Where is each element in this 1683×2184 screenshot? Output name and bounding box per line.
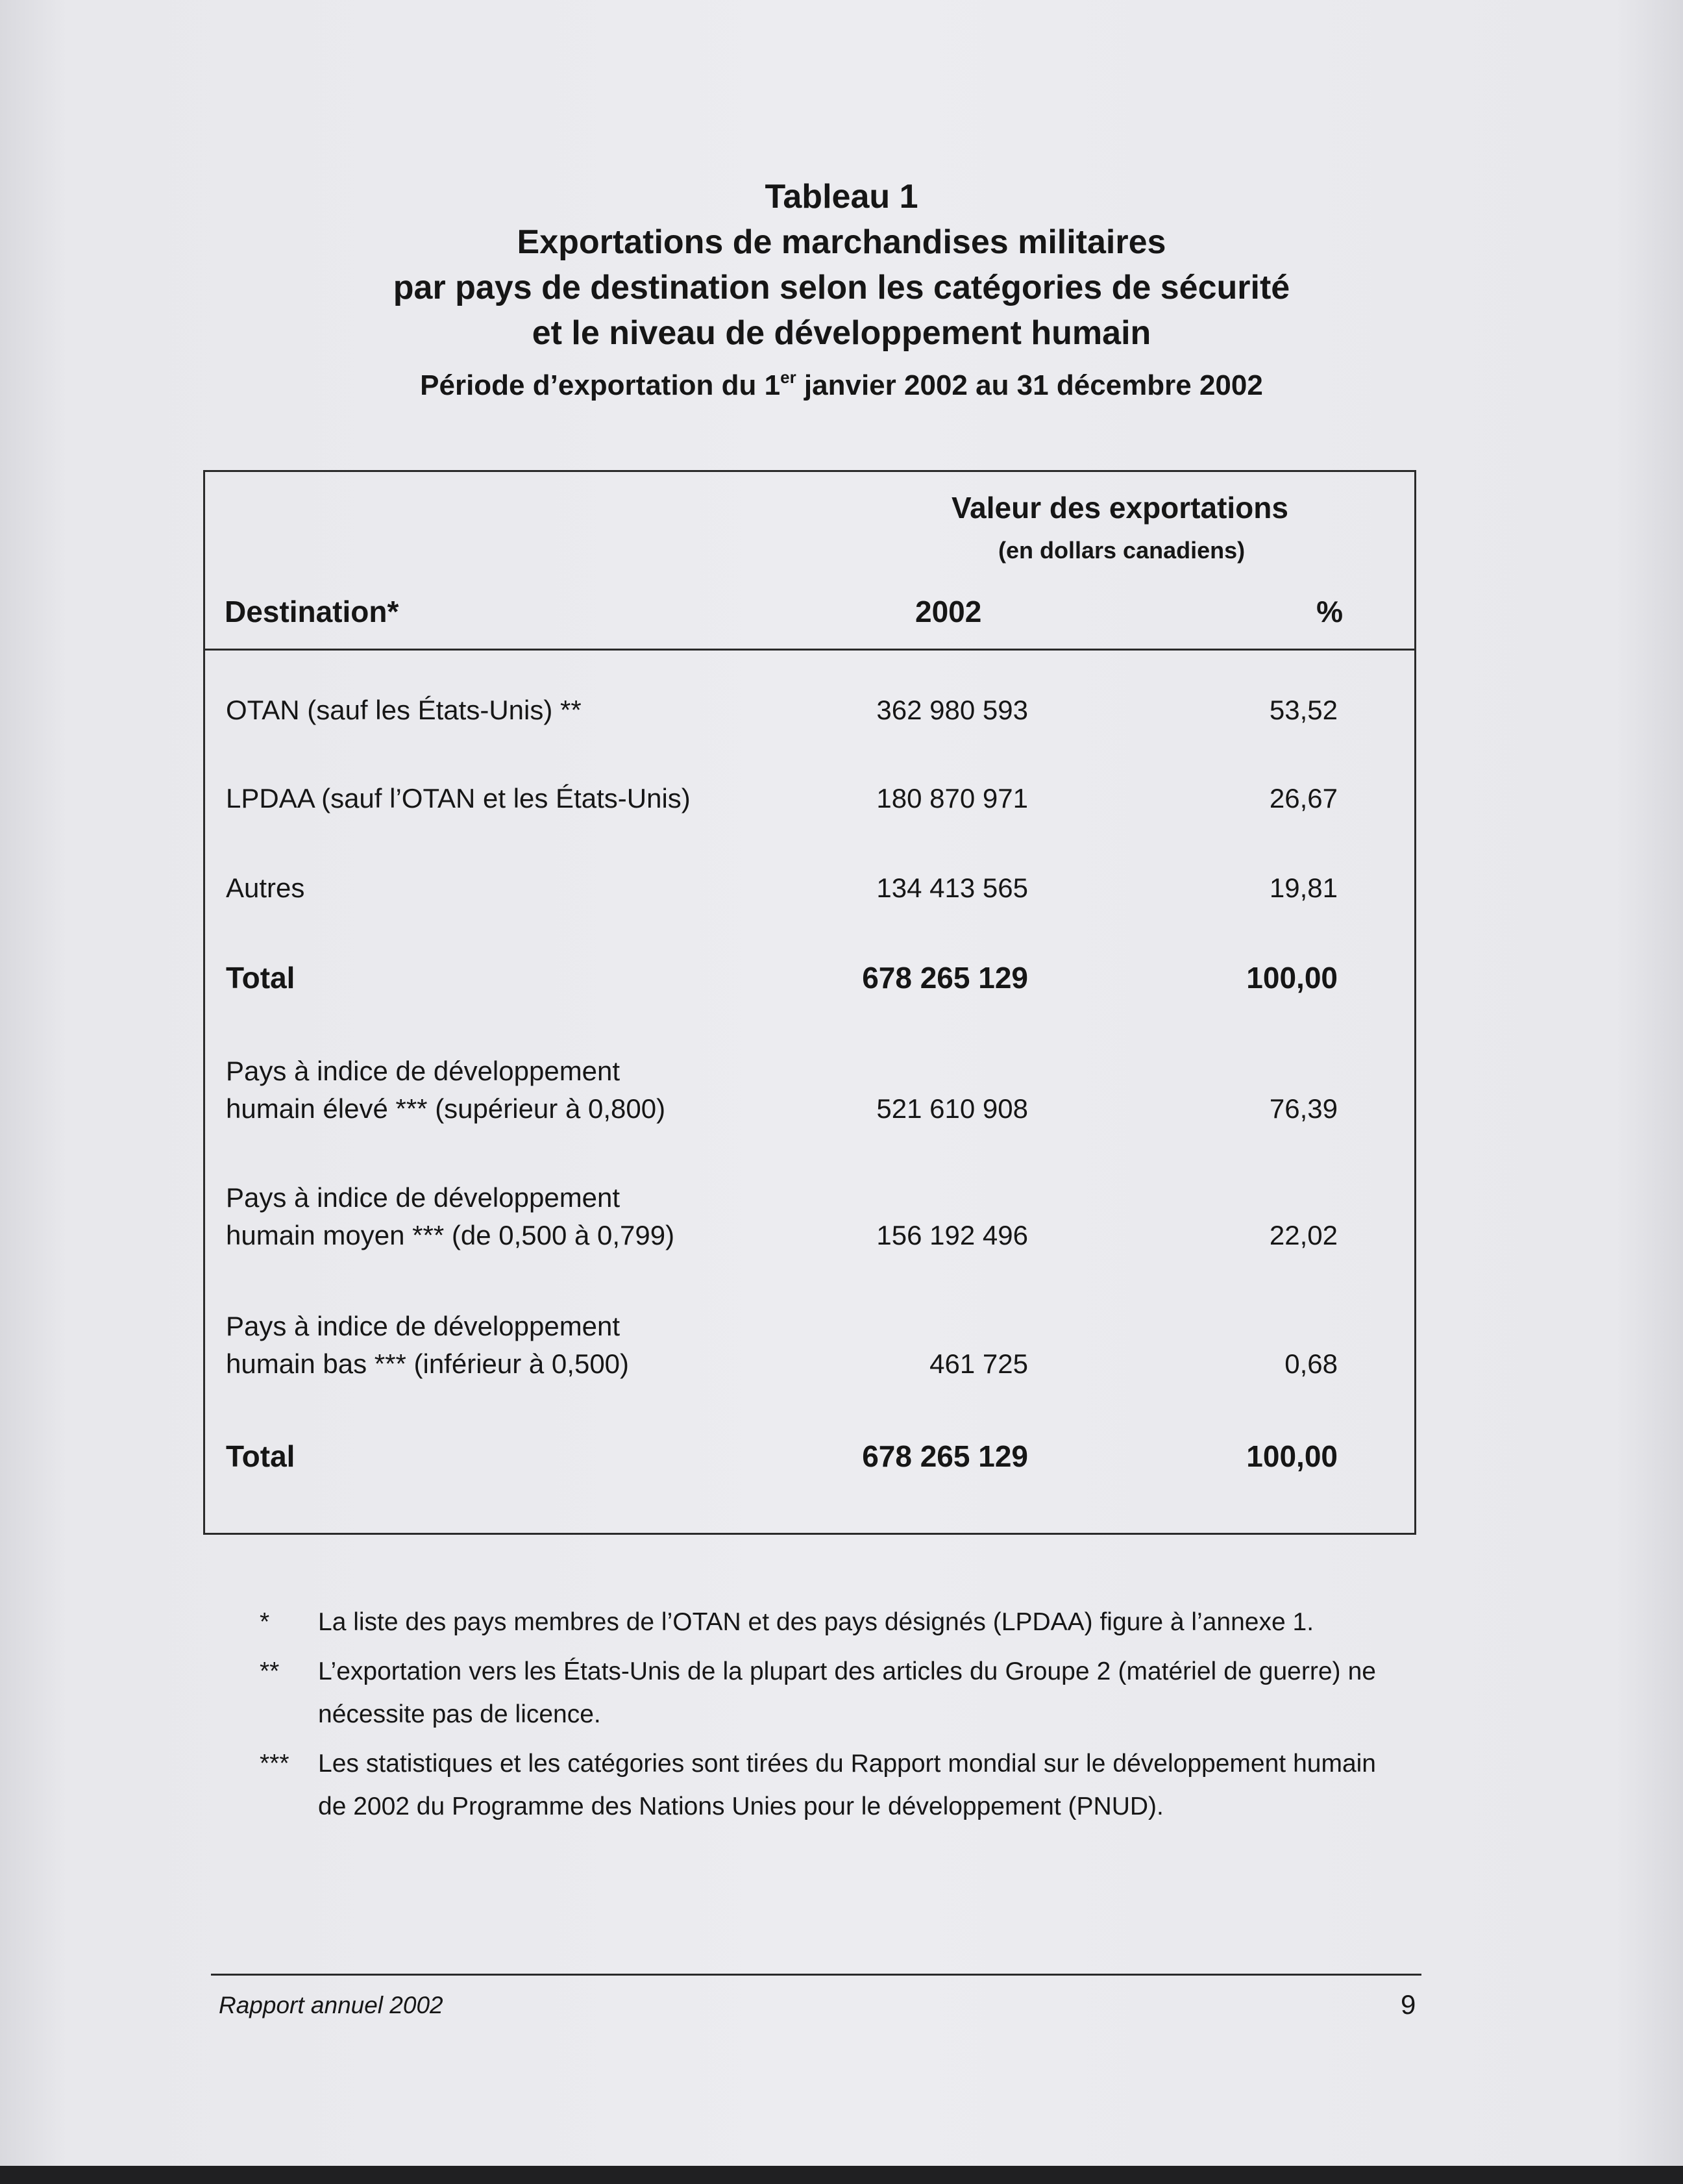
row-value: 362 980 593 <box>876 695 1028 725</box>
title-line: et le niveau de développement humain <box>532 314 1151 352</box>
row-percent: 26,67 <box>1269 783 1338 813</box>
title-block <box>0 174 1683 402</box>
row-value: 180 870 971 <box>876 783 1028 813</box>
row-destination-line: Pays à indice de développement <box>226 1311 620 1341</box>
row-percent: 76,39 <box>1269 1093 1338 1124</box>
row-percent: 100,00 <box>1246 1439 1338 1473</box>
exports-table <box>203 470 1416 1535</box>
title-line: Exportations de marchandises militaires <box>517 223 1166 261</box>
row-value: 461 725 <box>929 1348 1028 1379</box>
table-number: Tableau 1 <box>765 178 918 216</box>
column-percent: % <box>1316 595 1343 628</box>
footnote <box>260 1601 1376 1644</box>
footer-report-title: Rapport annuel 2002 <box>219 1992 443 2018</box>
table-row <box>205 472 1414 1475</box>
row-destination-line: Autres <box>226 873 305 903</box>
row-destination-line: LPDAA (sauf l’OTAN et les États-Unis) <box>226 783 691 813</box>
footnote-marker: ** <box>260 1657 280 1685</box>
row-destination-line: humain moyen *** (de 0,500 à 0,799) <box>226 1220 675 1250</box>
period-prefix: Période d’exportation du 1 <box>420 369 781 401</box>
footnote-marker: * <box>260 1608 270 1636</box>
header-unit: (en dollars canadiens) <box>998 537 1246 564</box>
row-value: 521 610 908 <box>876 1093 1028 1124</box>
footnote-marker: *** <box>260 1750 289 1778</box>
title-line: par pays de destination selon les catégories de sécurité <box>393 269 1290 306</box>
footer-divider <box>211 1974 1421 1976</box>
period-superscript: er <box>780 367 796 387</box>
row-value: 156 192 496 <box>876 1220 1028 1250</box>
row-percent: 100,00 <box>1246 961 1338 995</box>
row-value: 678 265 129 <box>862 1439 1028 1473</box>
footnote-text: La liste des pays membres de l’OTAN et des pays désignés (LPDAA) figure à l’annexe 1. <box>318 1608 1314 1636</box>
header-value: Valeur des exportations <box>952 491 1288 525</box>
page-number: 9 <box>1401 1989 1416 2020</box>
row-value: 678 265 129 <box>862 961 1028 995</box>
scan-edge <box>0 2166 1683 2184</box>
row-destination-line: Total <box>226 961 295 995</box>
footnote-text: L’exportation vers les États-Unis de la plupart des articles du Groupe 2 (matériel de guerre) ne nécessite pas de licence. <box>318 1657 1376 1728</box>
period-subtitle <box>0 367 1683 402</box>
row-destination <box>226 1437 295 1475</box>
footnote <box>260 1743 1376 1828</box>
row-value: 134 413 565 <box>876 873 1028 903</box>
footnote <box>260 1650 1376 1736</box>
row-destination-line: humain bas *** (inférieur à 0,500) <box>226 1348 630 1379</box>
row-percent: 0,68 <box>1284 1348 1338 1379</box>
row-destination-line: Total <box>226 1439 295 1473</box>
footnote-text: Les statistiques et les catégories sont tirées du Rapport mondial sur le développement humain de 2002 du Programme des Nations Unies pour le développement (PNUD). <box>318 1750 1376 1820</box>
column-destination: Destination* <box>225 595 399 628</box>
row-percent: 53,52 <box>1269 695 1338 725</box>
column-year: 2002 <box>915 595 982 628</box>
row-percent: 22,02 <box>1269 1220 1338 1250</box>
period-suffix: janvier 2002 au 31 décembre 2002 <box>796 369 1263 401</box>
row-percent: 19,81 <box>1269 873 1338 903</box>
row-destination-line: Pays à indice de développement <box>226 1182 620 1213</box>
row-destination-line: Pays à indice de développement <box>226 1056 620 1086</box>
footnotes <box>260 1601 1376 1835</box>
row-destination-line: OTAN (sauf les États-Unis) ** <box>226 695 582 725</box>
row-destination-line: humain élevé *** (supérieur à 0,800) <box>226 1093 666 1124</box>
